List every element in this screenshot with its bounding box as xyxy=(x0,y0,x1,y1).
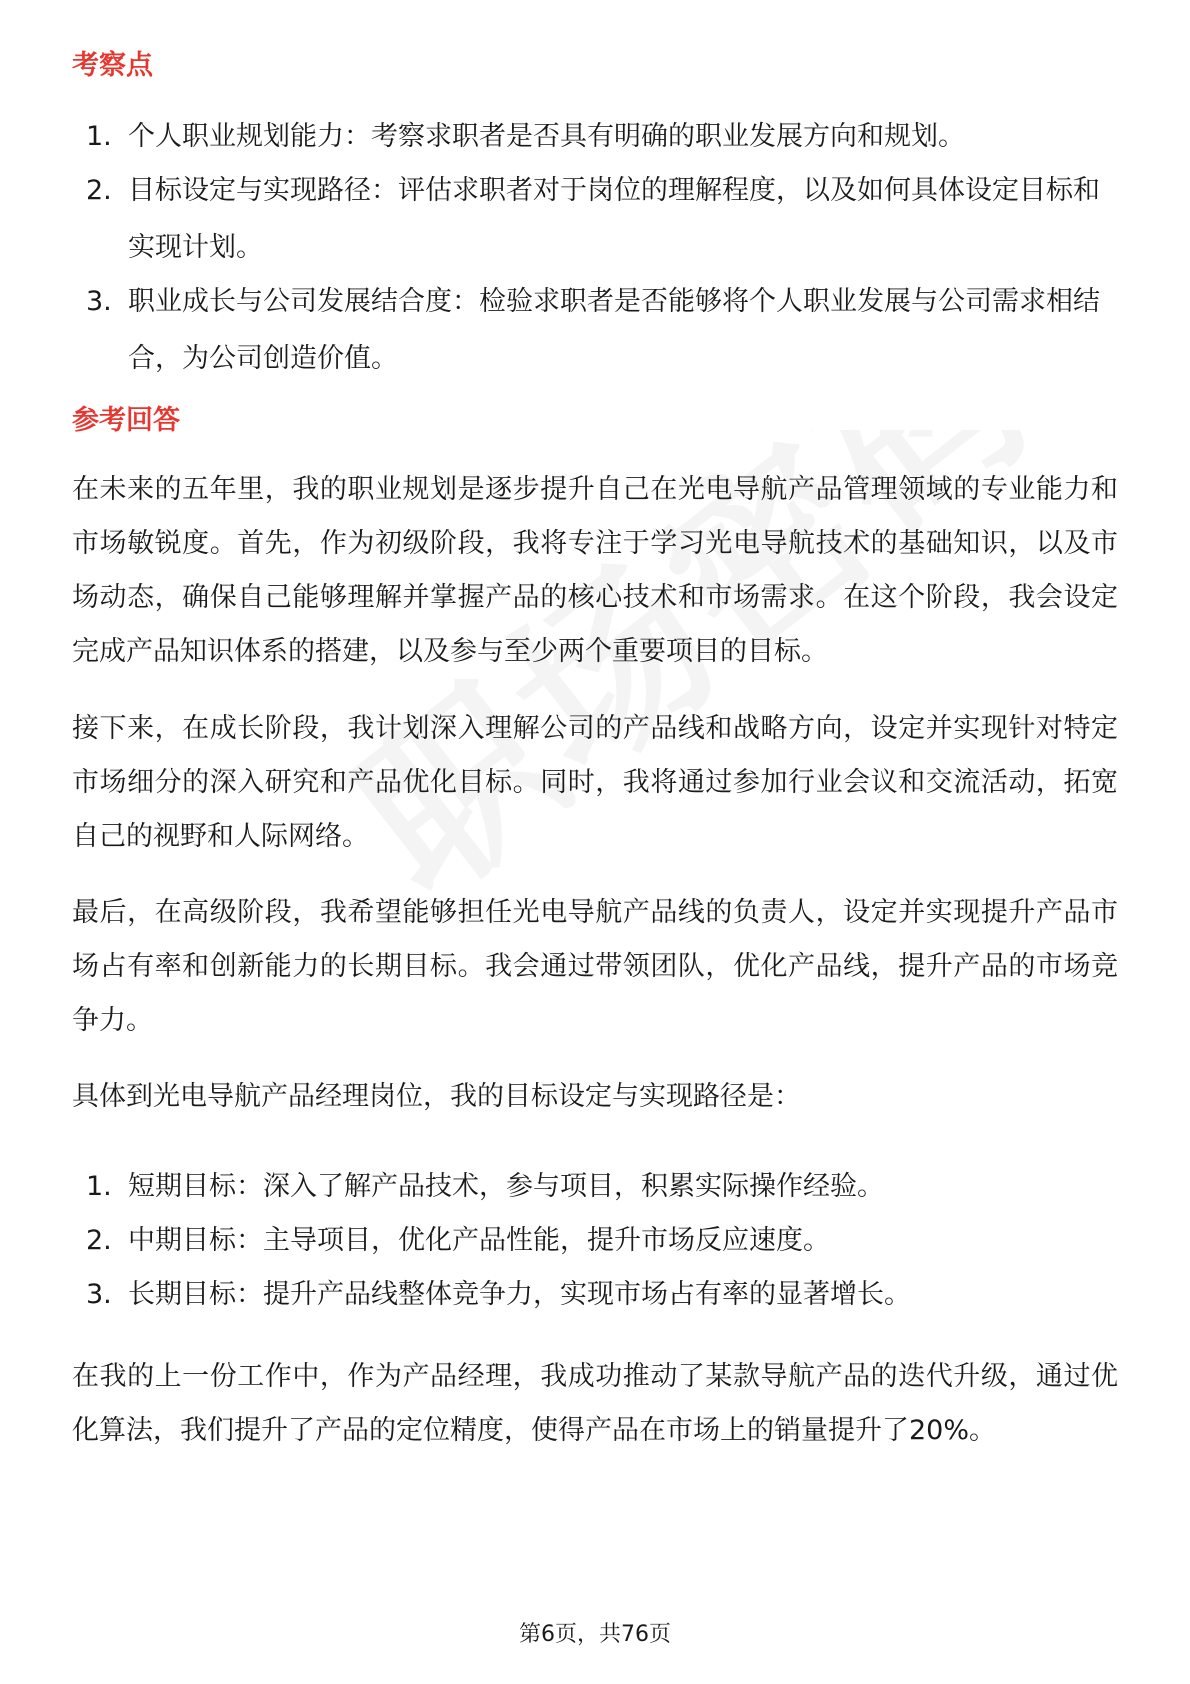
closing-paragraph: 在我的上一份工作中，作为产品经理，我成功推动了某款导航产品的迭代升级，通过优化算法，我们提升了产品的定位精度，使得产品在市场上的销量提升了20%。 xyxy=(72,1361,1118,1446)
list-item-text: 目标设定与实现路径：评估求职者对于岗位的理解程度，以及如何具体设定目标和实现计划。 xyxy=(128,175,1100,263)
answer-paragraph: 最后，在高级阶段，我希望能够担任光电导航产品线的负责人，设定并实现提升产品市场占有率和创新能力的长期目标。我会通过带领团队，优化产品线，提升产品的市场竞争力。 xyxy=(72,897,1118,1036)
focus-section-title: 考察点 xyxy=(72,50,153,81)
answer-paragraph: 接下来，在成长阶段，我计划深入理解公司的产品线和战略方向，设定并实现针对特定市场细分的深入研究和产品优化目标。同时，我将通过参加行业会议和交流活动，拓宽自己的视野和人际网络。 xyxy=(72,713,1118,852)
page-footer xyxy=(0,1620,1190,1650)
list-item-number: 2. xyxy=(86,175,112,206)
answer-paragraph: 具体到光电导航产品经理岗位，我的目标设定与实现路径是： xyxy=(72,1081,801,1112)
list-item-text: 个人职业规划能力：考察求职者是否具有明确的职业发展方向和规划。 xyxy=(128,121,965,152)
list-item xyxy=(72,1160,1118,1214)
list-item-number: 3. xyxy=(86,286,112,317)
list-item-text: 中期目标：主导项目，优化产品性能，提升市场反应速度。 xyxy=(128,1225,830,1256)
list-item-text: 短期目标：深入了解产品技术，参与项目，积累实际操作经验。 xyxy=(128,1171,884,1202)
list-item-text: 职业成长与公司发展结合度：检验求职者是否能够将个人职业发展与公司需求相结合，为公司创造价值。 xyxy=(128,286,1100,374)
answer-paragraph: 在未来的五年里，我的职业规划是逐步提升自己在光电导航产品管理领域的专业能力和市场敏锐度。首先，作为初级阶段，我将专注于学习光电导航技术的基础知识，以及市场动态，确保自己能够理解并掌握产品的核心技术和市场需求。在这个阶段，我会设定完成产品知识体系的搭建，以及参与至少两个重要项目的目标。 xyxy=(72,474,1118,667)
list-item-number: 3. xyxy=(86,1279,112,1310)
goal-list xyxy=(72,1160,1118,1322)
list-item-text: 长期目标：提升产品线整体竞争力，实现市场占有率的显著增长。 xyxy=(128,1279,911,1310)
page-number-label: 第6页，共76页 xyxy=(519,1622,671,1647)
focus-list xyxy=(72,108,1118,387)
list-item-number: 1. xyxy=(86,1171,112,1202)
list-item xyxy=(72,1214,1118,1268)
list-item xyxy=(72,1268,1118,1322)
list-item xyxy=(72,108,1118,165)
list-item-number: 2. xyxy=(86,1225,112,1256)
list-item xyxy=(72,162,1118,276)
list-item xyxy=(72,273,1118,387)
answer-section-title: 参考回答 xyxy=(72,405,180,436)
list-item-number: 1. xyxy=(86,121,112,152)
